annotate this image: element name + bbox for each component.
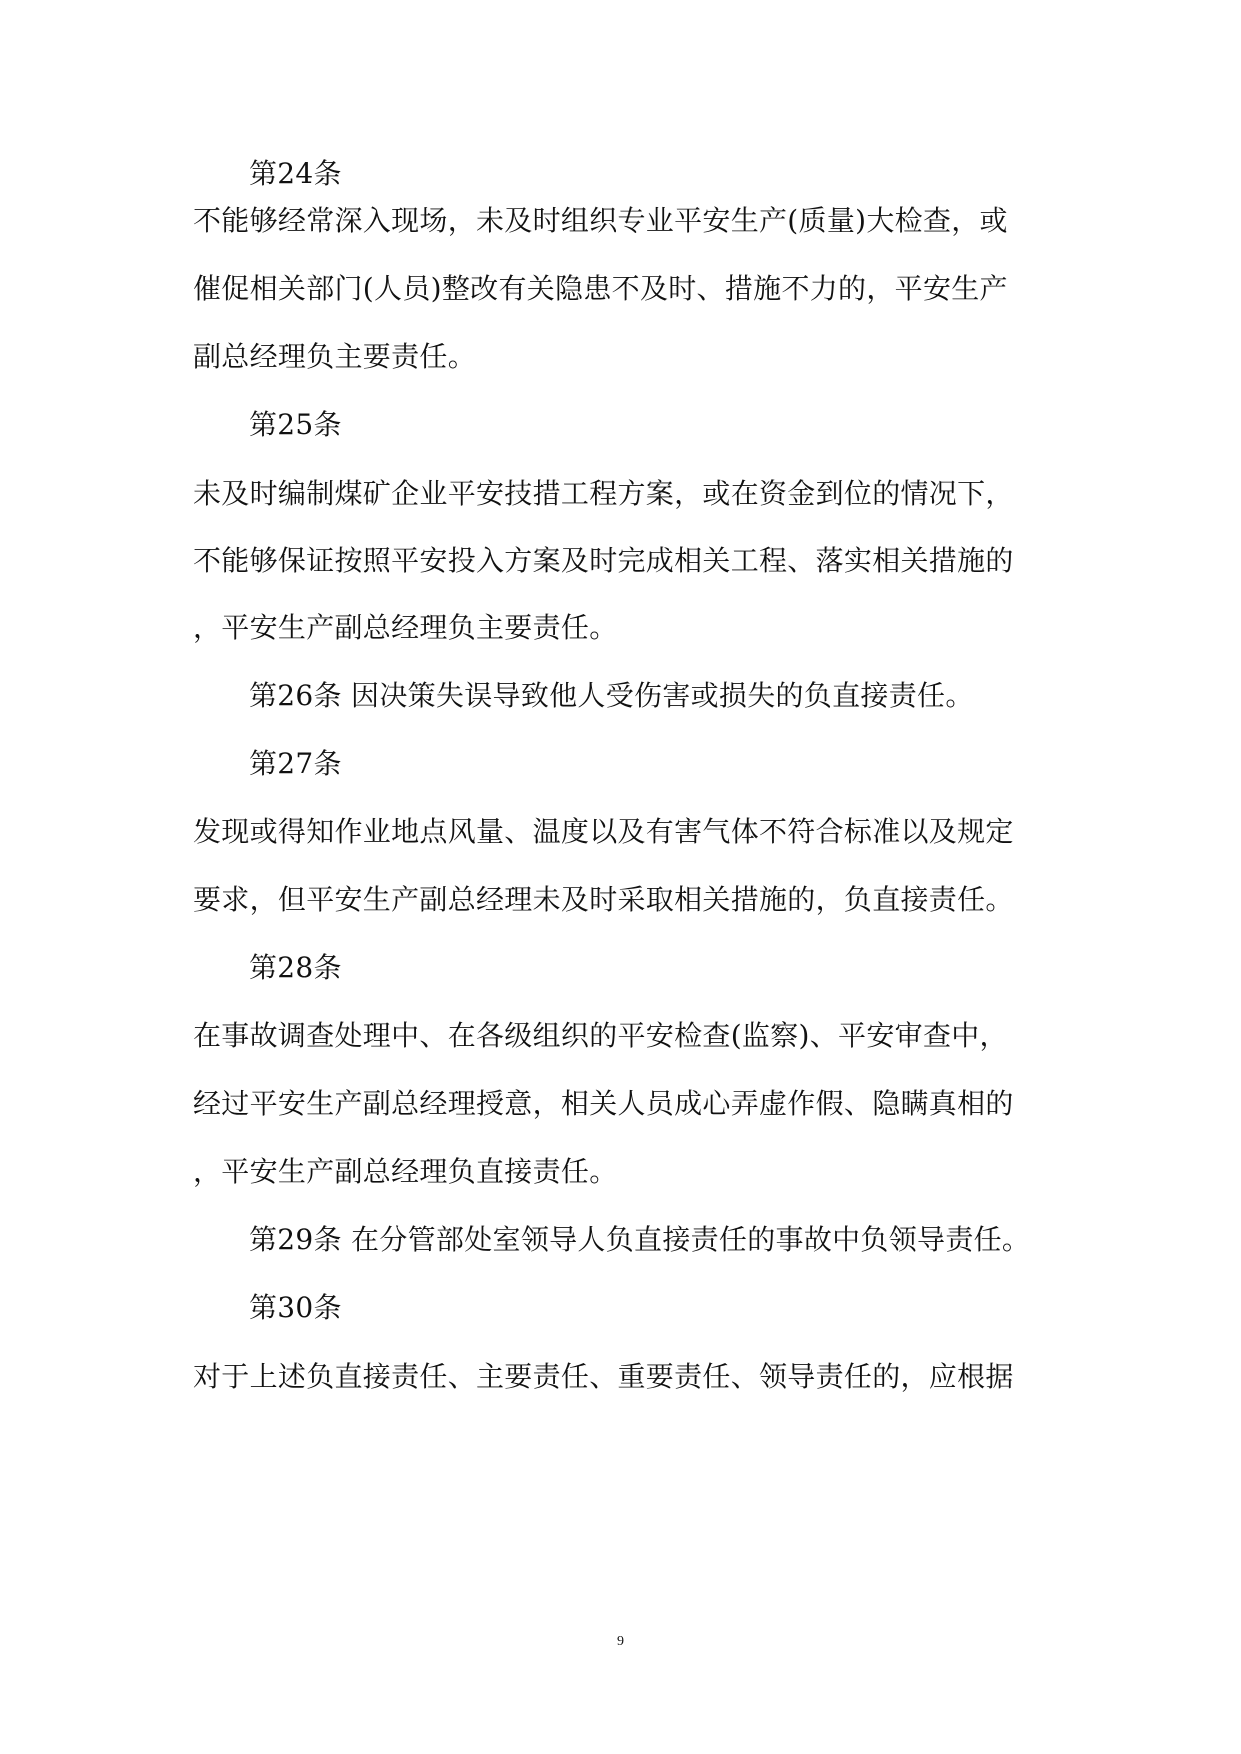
body-text-line: 不能够保证按照平安投入方案及时完成相关工程、落实相关措施的	[193, 544, 1014, 577]
article-heading-25: 第25条	[249, 408, 342, 441]
article-29: 第29条 在分管部处室领导人负直接责任的事故中负领导责任。	[249, 1223, 1031, 1256]
body-text-line: 催促相关部门(人员)整改有关隐患不及时、措施不力的，平安生产	[193, 272, 1008, 305]
body-text-line: ，平安生产副总经理负直接责任。	[193, 1155, 618, 1188]
article-26: 第26条 因决策失误导致他人受伤害或损失的负直接责任。	[249, 679, 974, 712]
body-text-line: 副总经理负主要责任。	[193, 340, 477, 373]
body-text-line: 对于上述负直接责任、主要责任、重要责任、领导责任的，应根据	[193, 1360, 1014, 1393]
article-heading-30: 第30条	[249, 1291, 342, 1324]
article-heading-27: 第27条	[249, 747, 342, 780]
body-text-line: 要求，但平安生产副总经理未及时采取相关措施的，负直接责任。	[193, 883, 1014, 916]
article-heading-28: 第28条	[249, 951, 342, 984]
body-text-line: 未及时编制煤矿企业平安技措工程方案，或在资金到位的情况下，	[193, 477, 1014, 510]
body-text-line: 不能够经常深入现场，未及时组织专业平安生产(质量)大检查，或	[193, 204, 1008, 237]
page-number: 9	[617, 1634, 624, 1649]
body-text-line: 发现或得知作业地点风量、温度以及有害气体不符合标准以及规定	[193, 815, 1014, 848]
body-text-line: 经过平安生产副总经理授意，相关人员成心弄虚作假、隐瞒真相的	[193, 1087, 1014, 1120]
body-text-line: ，平安生产副总经理负主要责任。	[193, 611, 618, 644]
body-text-line: 在事故调查处理中、在各级组织的平安检查(监察)、平安审查中，	[193, 1019, 1008, 1052]
article-heading-24: 第24条	[249, 157, 342, 190]
